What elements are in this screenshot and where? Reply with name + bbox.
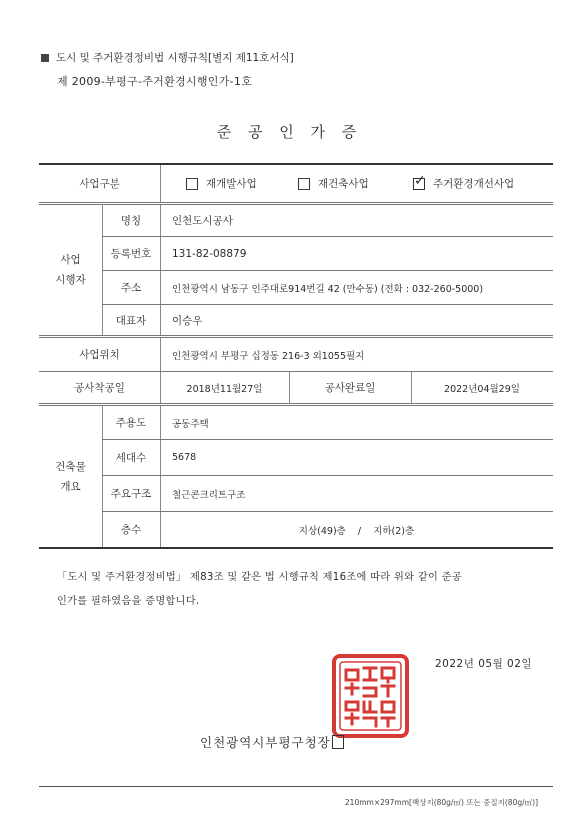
option-residential-improvement[interactable] (413, 165, 514, 202)
end-date-label: 공사완료일 (324, 382, 376, 394)
divider (160, 338, 161, 371)
official-seal-icon (332, 654, 409, 738)
checkbox-checked-icon[interactable]: ✓ (414, 172, 426, 189)
representative-label: 대표자 (115, 314, 147, 327)
registration-value: 131-82-08879 (172, 247, 247, 260)
issue-date: 2022년 05월 02일 (435, 658, 533, 670)
form-reference-text: 도시 및 주거환경정비법 시행규칙[별지 제11호서식] (56, 52, 294, 64)
option-label: 재개발사업 (206, 178, 257, 190)
operator-name-value: 인천도시공사 (172, 215, 233, 227)
main-use-label: 주용도 (115, 417, 147, 429)
checkbox-unchecked-icon[interactable] (186, 178, 198, 190)
structure-value: 철근콘크리트구조 (172, 489, 246, 501)
operator-group-label-2: 시행자 (55, 274, 86, 286)
option-label: 주거환경개선사업 (433, 178, 515, 190)
divider (102, 304, 553, 305)
divider (102, 439, 553, 440)
option-redevelopment[interactable] (186, 165, 257, 202)
floors-label: 층수 (120, 524, 142, 536)
issuer-name-text: 인천광역시부평구청장 (200, 735, 331, 750)
registration-label: 등록번호 (110, 248, 152, 260)
location-label: 사업위치 (79, 349, 120, 361)
option-label: 재건축사업 (318, 178, 369, 190)
address-value: 인천광역시 남동구 인주대로914번길 42 (만수동) (전화 : 032-260-5000) (172, 283, 484, 295)
operator-name-label: 명칭 (120, 215, 142, 227)
building-group-label-1: 건축물 (55, 460, 86, 473)
table-bottom-border (39, 547, 553, 549)
project-type-label: 사업구분 (79, 178, 120, 190)
end-date-value: 2022년04월29일 (444, 383, 520, 395)
households-label: 세대수 (115, 452, 147, 464)
main-use-value: 공동주택 (172, 418, 209, 430)
operator-group-label-1: 사업 (60, 254, 81, 266)
statement-line-1: 「도시 및 주거환경정비법」 제83조 및 같은 법 시행규칙 제16조에 따라 위와 같이 준공 (57, 572, 462, 583)
divider (39, 335, 553, 336)
structure-label: 주요구조 (110, 488, 152, 500)
location-value: 인천광역시 부평구 십정동 216-3 외1055필지 (172, 350, 365, 362)
option-reconstruction[interactable] (298, 165, 369, 202)
households-value: 5678 (172, 452, 197, 463)
divider (160, 165, 161, 202)
document-number: 제 2009-부평구-주거환경시행인가-1호 (57, 75, 253, 88)
seal-mark-box (332, 735, 344, 749)
paper-spec: 210mm×297mm[백상지(80g/㎡) 또는 중질지(80g/㎡)] (344, 798, 538, 807)
issuer-name (200, 733, 344, 751)
operator-group-label (39, 205, 102, 335)
divider (39, 403, 553, 404)
document-title: 준 공 인 가 증 (216, 123, 363, 141)
footer-divider (39, 786, 553, 787)
checkbox-unchecked-icon[interactable] (298, 178, 310, 190)
building-group-label (39, 406, 102, 547)
representative-value: 이승우 (172, 314, 203, 327)
square-bullet-icon (41, 54, 49, 62)
start-date-value: 2018년11월27일 (186, 383, 263, 395)
start-date-label: 공사착공일 (74, 382, 125, 394)
form-reference (41, 50, 294, 65)
divider (39, 202, 553, 203)
divider (102, 236, 553, 237)
certification-statement (57, 566, 547, 614)
divider (102, 475, 553, 476)
address-label: 주소 (120, 282, 142, 294)
statement-line-2: 인가를 필하였음을 증명합니다. (57, 596, 200, 607)
floors-value: 지상(49)층 / 지하(2)층 (298, 525, 415, 537)
building-group-label-2: 개요 (60, 480, 81, 493)
